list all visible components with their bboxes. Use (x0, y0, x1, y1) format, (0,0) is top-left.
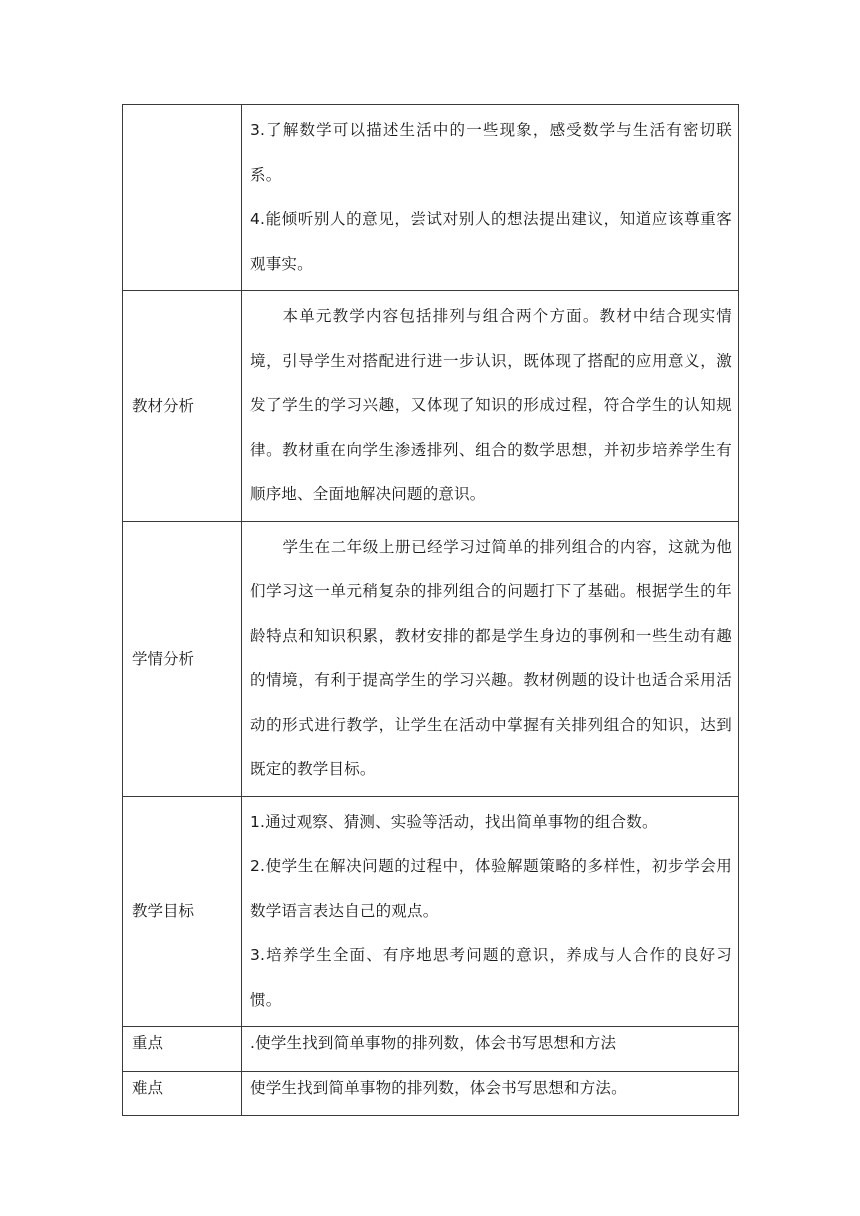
row-label-cell (123, 1027, 242, 1072)
goal-item-3-prev: 3.了解数学可以描述生活中的一些现象，感受数学与生活有密切联系。 (250, 121, 732, 184)
table-row-teaching-goals (123, 796, 739, 1027)
table-row-key-point (123, 1027, 739, 1072)
goal-item-3: 3.培养学生全面、有序地思考问题的意识，养成与人合作的良好习惯。 (250, 946, 732, 1009)
row-label-cell (123, 521, 242, 796)
key-point-text: .使学生找到简单事物的排列数，体会书写思想和方法 (250, 1034, 617, 1052)
teaching-goals-label: 教学目标 (132, 902, 195, 921)
table-row-textbook-analysis (123, 291, 739, 522)
goal-item-4: 4.能倾听别人的意见，尝试对别人的想法提出建议，知道应该尊重客观事实。 (250, 210, 732, 273)
difficulty-cell (242, 1072, 739, 1116)
goal-item-2: 2.使学生在解决问题的过程中，体验解题策略的多样性，初步学会用数学语言表达自己的观点。 (250, 857, 732, 920)
student-analysis-text: 学生在二年级上册已经学习过简单的排列组合的内容，这就为他们学习这一单元稍复杂的排列组合的问题打下了基础。根据学生的年龄特点和知识积累，教材安排的都是学生身边的事例和一些生动有趣的情境，有利于提高学生的学习兴趣。教材例题的设计也适合采用活动的形式进行教学，让学生在活动中掌握有关排列组合的知识，达到既定的教学目标。 (250, 537, 732, 778)
student-analysis-label: 学情分析 (132, 649, 195, 668)
textbook-analysis-label: 教材分析 (132, 396, 195, 415)
difficulty-label: 难点 (132, 1079, 164, 1097)
row-label-cell (123, 291, 242, 522)
table-row-goals-continued (123, 105, 739, 291)
row-label-cell (123, 796, 242, 1027)
teaching-goals-cell (242, 796, 739, 1027)
goal-item-1: 1.通过观察、猜测、实验等活动，找出简单事物的组合数。 (250, 812, 658, 831)
difficulty-text: 使学生找到简单事物的排列数，体会书写思想和方法。 (250, 1079, 627, 1097)
lesson-plan-table (122, 104, 739, 1116)
student-analysis-cell (242, 521, 739, 796)
textbook-analysis-cell (242, 291, 739, 522)
table-row-student-analysis (123, 521, 739, 796)
key-point-cell (242, 1027, 739, 1072)
table-row-difficulty (123, 1072, 739, 1116)
textbook-analysis-text: 本单元教学内容包括排列与组合两个方面。教材中结合现实情境，引导学生对搭配进行进一步认识，既体现了搭配的应用意义，激发了学生的学习兴趣，又体现了知识的形成过程，符合学生的认知规律。教材重在向学生渗透排列、组合的数学思想，并初步培养学生有顺序地、全面地解决问题的意识。 (250, 307, 732, 503)
key-point-label: 重点 (132, 1034, 164, 1052)
row-label-empty (123, 105, 242, 291)
goals-continued-cell (242, 105, 739, 291)
row-label-cell (123, 1072, 242, 1116)
